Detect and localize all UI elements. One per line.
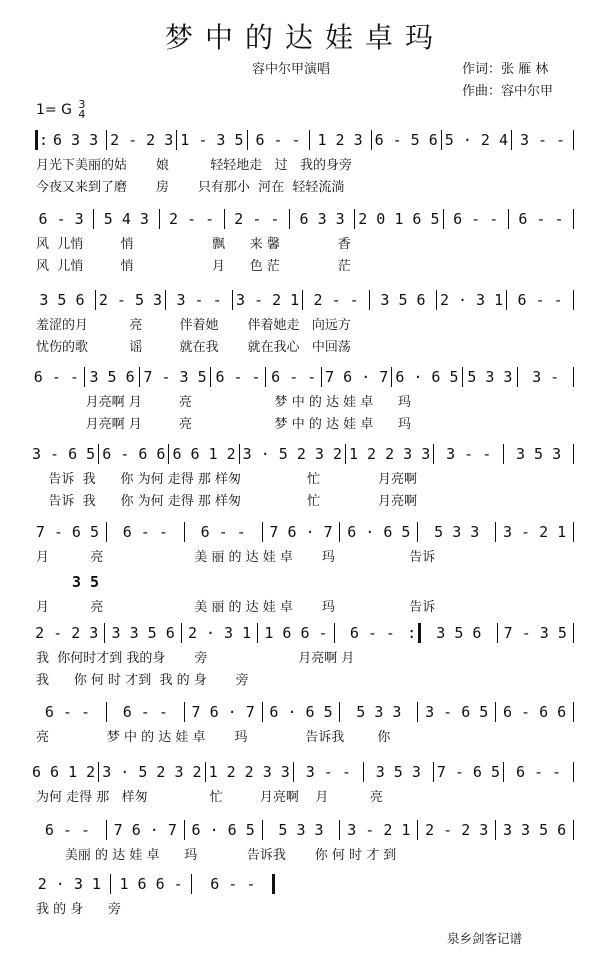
- notes-line: [32, 207, 577, 231]
- barline: [339, 522, 340, 542]
- measure: 6 - -: [271, 368, 317, 386]
- measure: 6 · 6 5: [269, 703, 333, 721]
- barline: [289, 209, 290, 229]
- barline: [573, 130, 574, 150]
- barline: [417, 702, 418, 722]
- barline: [224, 209, 225, 229]
- notes-line: [32, 442, 577, 466]
- notes-line: [32, 621, 577, 645]
- barline: [433, 762, 434, 782]
- measure: 1 - 3 5: [180, 131, 244, 149]
- lyric-line: 告诉 我 你 为何 走得 那 样匆 忙 月亮啊: [36, 472, 417, 487]
- measure: 3 - -: [176, 291, 222, 309]
- lyric-line: 告诉 我 你 为何 走得 那 样匆 忙 月亮啊: [36, 494, 417, 509]
- lyric-line: 为何 走得 那 样匆 忙 月亮啊 月 亮: [36, 790, 383, 805]
- lyric-line: 月 亮 美 丽 的 达 娃 卓 玛 告诉: [36, 600, 436, 615]
- transcriber-credit: 泉乡剑客记谱: [446, 931, 522, 946]
- barline: [262, 702, 263, 722]
- barline: [106, 130, 107, 150]
- measure: 5 3 3: [278, 821, 324, 839]
- barline: [257, 623, 258, 643]
- barline: [98, 444, 99, 464]
- barline: [309, 130, 310, 150]
- measure: 6 - -: [255, 131, 301, 149]
- measure: 2 - 5 3: [98, 291, 163, 309]
- barline: [345, 444, 346, 464]
- barline: [511, 130, 512, 150]
- measure: 3 - 2 1: [347, 821, 411, 839]
- measure: 2 - 2 3: [35, 624, 99, 642]
- barline: [573, 820, 574, 840]
- measure: 7 6 · 7: [325, 368, 389, 386]
- measure: 2 - 2 3: [110, 131, 174, 149]
- measure: 1 2 2 3 3: [349, 445, 431, 463]
- measure: 6 - 3: [38, 210, 84, 228]
- notes-line: [32, 570, 577, 594]
- measure: 6 - -: [517, 291, 563, 309]
- measure: 6 - -: [349, 624, 395, 642]
- barline: [106, 702, 107, 722]
- barline: [443, 209, 444, 229]
- notes-line: [32, 288, 577, 312]
- measure: 5 3 3: [467, 368, 513, 386]
- measure: 3 - 6 5: [425, 703, 489, 721]
- repeat-start-barline: [35, 130, 38, 150]
- barline: [573, 522, 574, 542]
- measure: 3 5 6: [380, 291, 426, 309]
- barline: [205, 762, 206, 782]
- barline: [302, 290, 303, 310]
- barline: [573, 702, 574, 722]
- measure: 6 · 6 5: [191, 821, 255, 839]
- measure: 1 2 2 3 3: [208, 763, 290, 781]
- barline: [262, 820, 263, 840]
- measure: 3 5 6: [436, 624, 482, 642]
- lyric-line: 月亮啊 月 亮 梦 中 的 达 娃 卓 玛: [36, 395, 412, 410]
- repeat-dots: :: [407, 624, 417, 642]
- time-signature: [78, 100, 85, 120]
- measure: 5 3 3: [434, 523, 480, 541]
- lyric-line: 亮 梦 中 的 达 娃 卓 玛 告诉我 你: [36, 730, 391, 745]
- measure: 3 · 5 2 3 2: [102, 763, 202, 781]
- barline: [503, 762, 504, 782]
- barline: [159, 209, 160, 229]
- notes-line: [32, 872, 577, 896]
- measure: 6 - -: [215, 368, 261, 386]
- barline: [139, 367, 140, 387]
- measure: 1 6 6 -: [119, 875, 183, 893]
- measure: 2 · 3 1: [37, 875, 101, 893]
- song-title: 梦中的达娃卓玛: [164, 21, 445, 54]
- time-sig-bottom: 4: [78, 108, 86, 121]
- barline: [84, 367, 85, 387]
- barline: [363, 762, 364, 782]
- barline: [210, 367, 211, 387]
- lyric-line: 月光下美丽的姑 娘 轻轻地走 过 我的身旁: [36, 158, 353, 173]
- lyric-line: 风 儿悄 悄 飘 来 馨 香: [36, 237, 351, 252]
- measure: 3 - -: [519, 131, 566, 149]
- notes-line: [32, 365, 577, 389]
- measure: 2 - -: [169, 210, 215, 228]
- measure: 6 3 3: [52, 131, 99, 149]
- time-sig-top: 3: [78, 98, 86, 111]
- measure: 6 - -: [122, 703, 168, 721]
- measure: 6 - -: [453, 210, 499, 228]
- measure: 3 3 5 6: [502, 821, 567, 839]
- barline: [573, 367, 574, 387]
- barline: [106, 522, 107, 542]
- key-signature: [36, 100, 85, 120]
- barline: [497, 623, 498, 643]
- lyric-line: 羞涩的月 亮 伴着她 伴着她走 向远方: [36, 318, 351, 333]
- measure: 7 6 · 7: [113, 821, 177, 839]
- barline: [462, 367, 463, 387]
- measure: 3 5 3: [375, 763, 421, 781]
- barline: [417, 820, 418, 840]
- measure: 6 3 3: [299, 210, 345, 228]
- barline: [371, 130, 372, 150]
- lyric-line: 忧伤的歌 谣 就在我 就在我心 中回荡: [36, 340, 351, 355]
- key-label: 1= G: [36, 102, 72, 118]
- barline: [232, 290, 233, 310]
- measure: 6 6 1 2: [32, 763, 96, 781]
- measure: 2 0 1 6 5: [358, 210, 440, 228]
- barline: [106, 820, 107, 840]
- barline: [334, 623, 335, 643]
- barline: [191, 874, 192, 894]
- repeat-end-barline: [418, 623, 421, 643]
- measure: 6 - -: [210, 875, 256, 893]
- notes-line: [32, 520, 577, 544]
- barline: [265, 367, 266, 387]
- measure: 1 2 3: [317, 131, 363, 149]
- measure: 7 - 3 5: [143, 368, 207, 386]
- barline: [573, 762, 574, 782]
- lyric-line: 我 你何时才到 我的身 旁 月亮啊 月: [36, 651, 355, 666]
- measure: 7 - 6 5: [35, 523, 100, 541]
- final-barline: [272, 874, 275, 894]
- measure: 1 6 6 -: [264, 624, 328, 642]
- lyric-line: 月亮啊 月 亮 梦 中 的 达 娃 卓 玛: [36, 417, 412, 432]
- measure: 6 - 5 6: [374, 131, 438, 149]
- measure: 3 - 6 5: [32, 445, 96, 463]
- barline: [262, 522, 263, 542]
- measure: 5 · 2 4: [444, 131, 508, 149]
- barline: [436, 290, 437, 310]
- barline: [417, 522, 418, 542]
- barline: [573, 209, 574, 229]
- measure: 6 - -: [518, 210, 564, 228]
- measure: 3 - 2 1: [502, 523, 567, 541]
- barline: [573, 444, 574, 464]
- barline: [165, 290, 166, 310]
- measure: 6 · 6 5: [395, 368, 459, 386]
- measure: 7 - 3 5: [503, 624, 567, 642]
- measure: 6 - -: [200, 523, 246, 541]
- singer-credit: 容中尔甲演唱: [252, 62, 331, 77]
- barline: [181, 623, 182, 643]
- barline: [247, 130, 248, 150]
- measure: 3 · 5 2 3 2: [242, 445, 342, 463]
- measure: 6 · 6 5: [347, 523, 411, 541]
- barline: [239, 444, 240, 464]
- barline: [503, 444, 504, 464]
- barline: [391, 367, 392, 387]
- barline: [104, 623, 105, 643]
- measure: 2 - 2 3: [425, 821, 489, 839]
- measure: 6 - -: [44, 821, 90, 839]
- measure: 6 - 6 6: [102, 445, 166, 463]
- barline: [98, 762, 99, 782]
- barline: [354, 209, 355, 229]
- measure: 3 5 6: [89, 368, 135, 386]
- repeat-dots: :: [39, 131, 49, 149]
- measure: 3 - -: [305, 763, 351, 781]
- barline: [321, 367, 322, 387]
- lyric-line: 今夜又来到了磨 房 只有那小 河在 轻轻流淌: [36, 180, 345, 195]
- barline: [517, 367, 518, 387]
- barline: [184, 820, 185, 840]
- notes-line: [32, 128, 577, 152]
- measure: 6 - -: [515, 763, 562, 781]
- measure: 3 -: [532, 368, 560, 386]
- barline: [293, 762, 294, 782]
- barline: [339, 702, 340, 722]
- barline: [184, 522, 185, 542]
- barline: [168, 444, 169, 464]
- barline: [184, 702, 185, 722]
- notes-line: [32, 818, 577, 842]
- barline: [495, 702, 496, 722]
- barline: [573, 623, 574, 643]
- measure: 2 - -: [313, 291, 359, 309]
- measure: 7 6 · 7: [269, 523, 333, 541]
- lyric-line: 我 的 身 旁: [36, 902, 122, 917]
- barline: [369, 290, 370, 310]
- lyric-line: 月 亮 美 丽 的 达 娃 卓 玛 告诉: [36, 550, 436, 565]
- measure: 3 3 5 6: [111, 624, 175, 642]
- lyric-line: 风 儿悄 悄 月 色 茫 茫: [36, 259, 351, 274]
- measure: 6 - -: [33, 368, 79, 386]
- measure: 5 4 3: [103, 210, 149, 228]
- barline: [95, 290, 96, 310]
- lyricist-credit: 作词：张 雁 林: [462, 62, 549, 77]
- notes-line: [32, 760, 577, 784]
- measure: 5 3 3: [356, 703, 402, 721]
- lyric-line: 我 你 何 时 才到 我 的 身 旁: [36, 673, 249, 688]
- measure: 6 6 1 2: [172, 445, 236, 463]
- measure: 6 - -: [44, 703, 90, 721]
- measure: 3 5 6: [39, 291, 85, 309]
- barline: [441, 130, 442, 150]
- barline: [176, 130, 177, 150]
- measure: 7 - 6 5: [436, 763, 501, 781]
- measure: 3 - 2 1: [235, 291, 300, 309]
- measure: 2 · 3 1: [439, 291, 504, 309]
- barline: [495, 820, 496, 840]
- barline: [495, 522, 496, 542]
- measure: 7 6 · 7: [191, 703, 255, 721]
- barline: [573, 290, 574, 310]
- measure: 3 - -: [446, 445, 492, 463]
- measure: 6 - 6 6: [502, 703, 567, 721]
- barline: [433, 444, 434, 464]
- note-group: 3 5: [72, 573, 100, 591]
- barline: [506, 290, 507, 310]
- composer-credit: 作曲：容中尔甲: [462, 84, 554, 99]
- measure: 6 - -: [122, 523, 168, 541]
- barline: [93, 209, 94, 229]
- notes-line: [32, 700, 577, 724]
- barline: [110, 874, 111, 894]
- lyric-line: 美丽 的 达 娃 卓 玛 告诉我 你 何 时 才 到: [36, 848, 397, 863]
- barline: [508, 209, 509, 229]
- barline: [339, 820, 340, 840]
- measure: 2 · 3 1: [187, 624, 252, 642]
- measure: 2 - -: [234, 210, 280, 228]
- measure: 3 5 3: [515, 445, 562, 463]
